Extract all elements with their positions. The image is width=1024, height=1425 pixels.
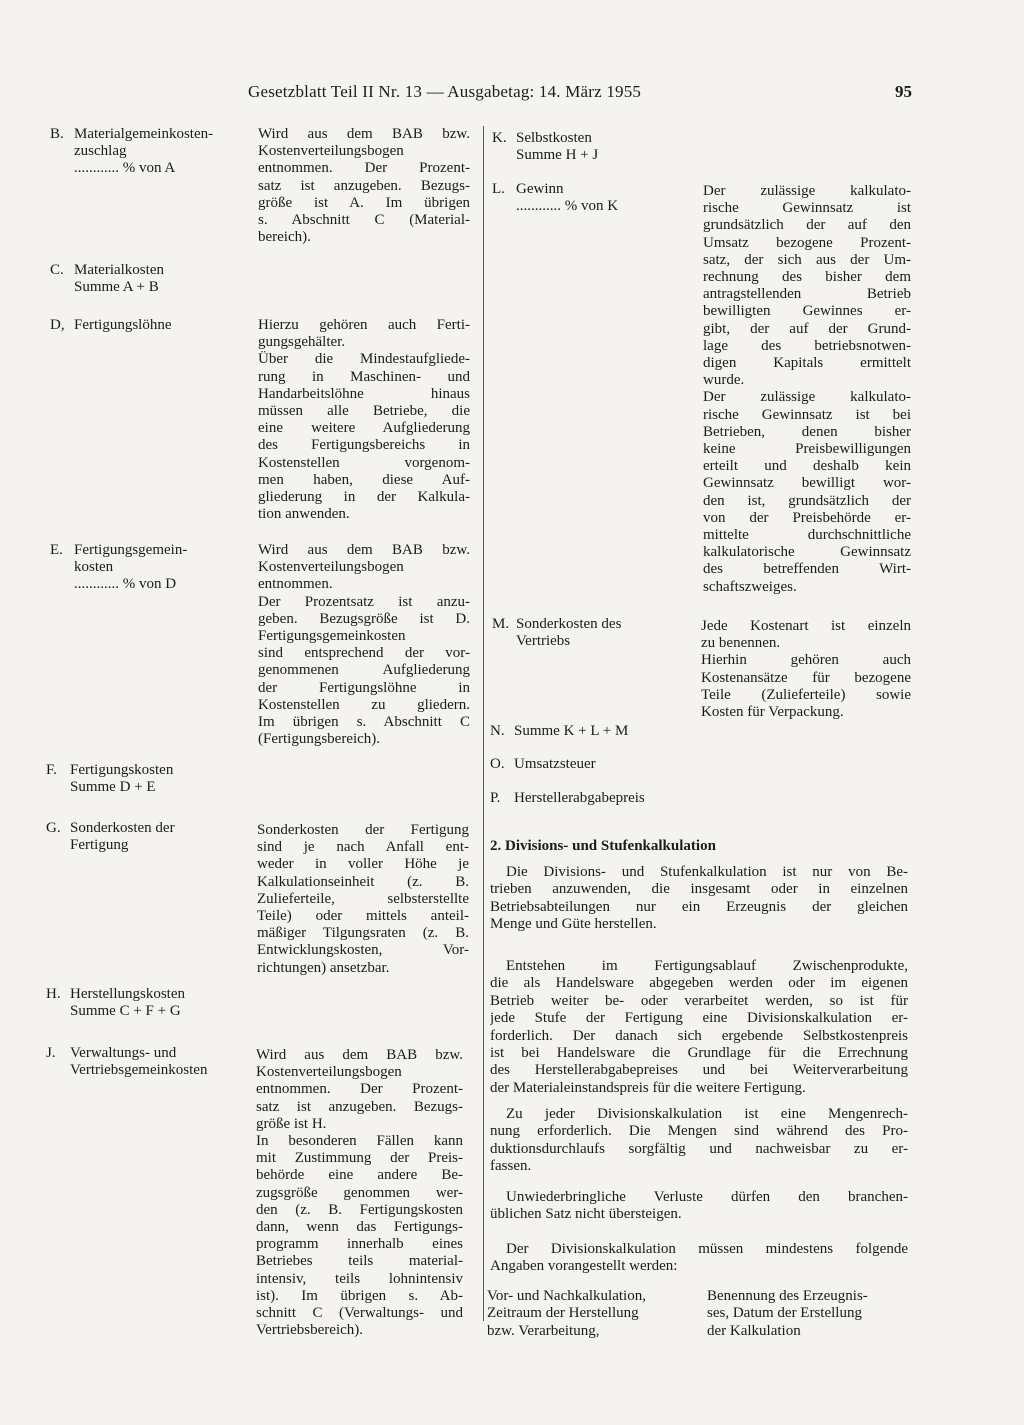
text-line: größe ist H.: [256, 1115, 327, 1132]
list-line: der Kalkulation: [707, 1322, 801, 1339]
text-line: rechnung des bisher dem: [703, 269, 911, 286]
text-line: mittelte durchschnittliche: [703, 527, 911, 544]
text-line: intensiv, teils lohnintensiv: [256, 1270, 463, 1287]
text-line: Im übrigen s. Abschnitt C: [258, 714, 470, 731]
label-line: Vertriebsgemeinkosten: [70, 1062, 208, 1079]
label-line: Fertigungsgemein-: [74, 542, 188, 558]
text-line: Sonderkosten der Fertigung: [257, 822, 469, 838]
entry-letter: K.: [492, 130, 507, 146]
text-line: wurde.: [703, 372, 745, 389]
entry-l-label: [492, 181, 692, 215]
text-line: rische Gewinnsatz ist bei: [703, 406, 911, 423]
text-line: der Fertigungslöhne in: [258, 679, 470, 696]
entry-p-label: [490, 790, 690, 807]
entry-b-text: [258, 126, 470, 246]
entry-k-label: [492, 130, 692, 164]
text-line: des Fertigungsbereichs in: [258, 437, 470, 454]
label-line: Umsatzsteuer: [514, 756, 596, 772]
entry-letter: D,: [50, 317, 65, 333]
text-line: mäßiger Tilgungsraten (z. B.: [257, 925, 469, 942]
entry-letter: F.: [46, 762, 57, 778]
text-line: den (z. B. Fertigungskosten: [256, 1201, 463, 1218]
header-title: Gesetzblatt Teil II Nr. 13 — Ausgabetag: 14. März 1955: [248, 82, 642, 101]
text-line: mit Zustimmung der Preis-: [256, 1150, 463, 1167]
paragraph-line: trieben anzuwenden, die insgesamt oder in einzelnen: [490, 881, 908, 898]
text-line: programm innerhalb eines: [256, 1236, 463, 1253]
text-line: lage des betriebsnotwen-: [703, 337, 911, 354]
text-line: gliederung in der Kalkula-: [258, 489, 470, 506]
label-line: Gewinn: [516, 181, 564, 197]
text-line: entnommen. Der Prozent-: [258, 160, 470, 177]
text-line: von der Preisbehörde er-: [703, 509, 911, 526]
text-line: größe ist A. Im übrigen: [258, 194, 470, 211]
text-line: Kostenverteilungsbogen: [258, 143, 404, 160]
text-line: (Fertigungsbereich).: [258, 731, 381, 748]
entry-d-label: [50, 317, 250, 334]
entry-letter: J.: [46, 1045, 56, 1061]
text-line: keine Preisbewilligungen: [703, 441, 911, 458]
paragraph-line: Angaben vorangestellt werden:: [490, 1258, 678, 1275]
text-line: digen Kapitals ermittelt: [703, 355, 911, 372]
text-line: genommenen Aufgliederung: [258, 662, 470, 679]
text-line: den ist, grundsätzlich der: [703, 492, 911, 509]
text-line: Wird aus dem BAB bzw.: [258, 542, 470, 558]
text-line: kalkulatorische Gewinnsatz: [703, 544, 911, 561]
text-line: geben. Bezugsgröße ist D.: [258, 610, 470, 627]
text-line: Hierhin gehören auch: [701, 652, 911, 669]
text-line: In besonderen Fällen kann: [256, 1133, 463, 1150]
entry-letter: N.: [490, 723, 505, 739]
entry-letter: G.: [46, 820, 61, 836]
text-line: Betriebes teils material-: [256, 1253, 463, 1270]
text-line: Kosten für Verpackung.: [701, 704, 844, 721]
paragraph-line: fassen.: [490, 1158, 532, 1175]
entry-c-label: [50, 262, 250, 296]
entry-letter: B.: [50, 126, 64, 142]
text-line: Vertriebsbereich).: [256, 1322, 364, 1339]
list-line: ses, Datum der Erstellung: [707, 1305, 862, 1322]
paragraph-line: des Herstellerabgabepreises und bei Weiterverarbeitung: [490, 1062, 908, 1079]
text-line: satz ist anzugeben. Bezugs-: [258, 177, 470, 194]
text-line: dann, wenn das Fertigungs-: [256, 1219, 463, 1236]
text-line: bewilligten Gewinnes er-: [703, 303, 911, 320]
text-line: sind entsprechend der vor-: [258, 645, 470, 662]
label-line: Summe H + J: [516, 147, 599, 164]
label-line: Herstellerabgabepreis: [514, 790, 645, 806]
label-line: Summe K + L + M: [514, 723, 629, 739]
label-line: Fertigungslöhne: [74, 317, 172, 333]
entry-f-label: [46, 762, 246, 796]
entry-e-text: [258, 542, 470, 748]
paragraph-line: Der Divisionskalkulation müssen mindestens folgende: [506, 1241, 908, 1257]
entry-j-text: [256, 1047, 463, 1339]
text-line: Der zulässige kalkulato-: [703, 389, 911, 406]
label-line: zuschlag: [74, 143, 127, 160]
entry-letter: O.: [490, 756, 505, 772]
text-line: Kostenverteilungsbogen: [256, 1064, 402, 1081]
text-line: erteilt und deshalb kein: [703, 458, 911, 475]
text-line: Der Prozentsatz ist anzu-: [258, 593, 470, 610]
text-line: richtungen) ansetzbar.: [257, 959, 390, 976]
label-line: Sonderkosten des: [516, 616, 622, 632]
text-line: Zulieferteile, selbsterstellte: [257, 890, 469, 907]
paragraph-line: Entstehen im Fertigungsablauf Zwischenprodukte,: [506, 958, 908, 974]
text-line: müssen alle Betriebe, die: [258, 403, 470, 420]
text-line: Kostenstellen vorgenom-: [258, 454, 470, 471]
paragraph-line: nung erforderlich. Die Mengen sind während des Pro-: [490, 1123, 908, 1140]
text-line: rung in Maschinen- und: [258, 368, 470, 385]
text-line: Kalkulationseinheit (z. B.: [257, 873, 469, 890]
paragraph-line: die als Handelsware abgegeben werden oder im eigenen: [490, 975, 908, 992]
paragraph-line: Betriebsabteilungen nur ein Erzeugnis der gleichen: [490, 898, 908, 915]
text-line: ist). Im übrigen s. Ab-: [256, 1287, 463, 1304]
entry-b-label: [50, 126, 250, 178]
entry-g-label: [46, 820, 246, 854]
list-right: [707, 1288, 907, 1340]
paragraph-line: forderlich. Der danach sich ergebende Selbstkostenpreis: [490, 1027, 908, 1044]
text-line: Entwicklungskosten, Vor-: [257, 942, 469, 959]
entry-m-label: [492, 616, 692, 650]
paragraph: [490, 958, 908, 1097]
text-line: eine weitere Aufgliederung: [258, 420, 470, 437]
text-line: sind je nach Anfall ent-: [257, 839, 469, 856]
text-line: Jede Kostenart ist einzeln: [701, 618, 911, 634]
entry-g-text: [257, 822, 469, 977]
label-line: Verwaltungs- und: [70, 1045, 177, 1061]
label-line: Selbstkosten: [516, 130, 592, 146]
paragraph-line: Unwiederbringliche Verluste dürfen den branchen-: [506, 1189, 908, 1205]
page-number: 95: [895, 82, 912, 101]
text-line: Über die Mindestaufgliede-: [258, 351, 470, 368]
text-line: antragstellenden Betrieb: [703, 286, 911, 303]
entry-letter: E.: [50, 542, 63, 558]
paragraph-line: Die Divisions- und Stufenkalkulation ist nur von Be-: [506, 864, 908, 880]
entry-o-label: [490, 756, 690, 773]
label-line: Fertigung: [70, 837, 129, 854]
label-line: Summe A + B: [74, 279, 159, 296]
entry-l-text: [703, 183, 911, 596]
label-line: Summe C + F + G: [70, 1003, 181, 1020]
entry-e-label: [50, 542, 250, 594]
label-line: Materialkosten: [74, 262, 164, 278]
list-line: bzw. Verarbeitung,: [487, 1322, 600, 1339]
text-line: rische Gewinnsatz ist: [703, 200, 911, 217]
text-line: zugsgröße genommen wer-: [256, 1184, 463, 1201]
text-line: weder in voller Höhe je: [257, 856, 469, 873]
paragraph-line: Menge und Güte herstellen.: [490, 916, 657, 933]
text-line: Hierzu gehören auch Ferti-: [258, 317, 470, 333]
text-line: bereich).: [258, 229, 311, 246]
text-line: behörde eine andere Be-: [256, 1167, 463, 1184]
text-line: Betrieben, denen bisher: [703, 423, 911, 440]
paragraph-line: ist bei Handelsware die Grundlage für die Errechnung: [490, 1045, 908, 1062]
entry-letter: M.: [492, 616, 510, 632]
entry-letter: P.: [490, 790, 501, 806]
entry-j-label: [46, 1045, 251, 1079]
label-line: Vertriebs: [516, 633, 571, 650]
label-line: ............ % von A: [74, 160, 176, 177]
paragraph: [490, 864, 908, 934]
text-line: s. Abschnitt C (Material-: [258, 212, 470, 229]
paragraph-line: üblichen Satz nicht übersteigen.: [490, 1206, 682, 1223]
paragraph-line: duktionsdurchlaufs sorgfältig und nachweisbar zu er-: [490, 1140, 908, 1157]
paragraph: [490, 1189, 908, 1224]
section-heading: 2. Divisions- und Stufenkalkulation: [490, 838, 716, 854]
text-line: schaftszweiges.: [703, 578, 797, 595]
label-line: Herstellungskosten: [70, 986, 185, 1002]
entry-letter: H.: [46, 986, 61, 1002]
label-line: Summe D + E: [70, 779, 156, 796]
text-line: men haben, diese Auf-: [258, 471, 470, 488]
text-line: satz, der sich aus der Um-: [703, 251, 911, 268]
entry-letter: C.: [50, 262, 64, 278]
text-line: Gewinnsatz bewilligt wor-: [703, 475, 911, 492]
text-line: Kostenverteilungsbogen: [258, 559, 404, 576]
paragraph-line: Betrieb weiter be- oder verarbeitet werden, so ist für: [490, 992, 908, 1009]
text-line: Wird aus dem BAB bzw.: [258, 126, 470, 142]
text-line: Kostenstellen zu gliedern.: [258, 696, 470, 713]
list-line: Zeitraum der Herstellung: [487, 1305, 639, 1322]
text-line: tion anwenden.: [258, 506, 350, 523]
text-line: Fertigungsgemeinkosten: [258, 628, 406, 645]
entry-d-text: [258, 317, 470, 523]
paragraph-line: Zu jeder Divisionskalkulation ist eine Mengenrech-: [506, 1106, 908, 1122]
text-line: Handarbeitslöhne hinaus: [258, 385, 470, 402]
text-line: Wird aus dem BAB bzw.: [256, 1047, 463, 1063]
text-line: entnommen. Der Prozent-: [256, 1081, 463, 1098]
label-line: Materialgemeinkosten-: [74, 126, 214, 142]
text-line: zu benennen.: [701, 635, 781, 652]
label-line: Fertigungskosten: [70, 762, 174, 778]
list-line: Benennung des Erzeugnis-: [707, 1288, 868, 1304]
paragraph: [490, 1106, 908, 1176]
text-line: gungsgehälter.: [258, 334, 346, 351]
paragraph: [490, 1241, 908, 1276]
text-line: des betreffenden Wirt-: [703, 561, 911, 578]
text-line: Teile (Zulieferteile) sowie: [701, 686, 911, 703]
entry-m-text: [701, 618, 911, 721]
text-line: Der zulässige kalkulato-: [703, 183, 911, 199]
label-line: kosten: [74, 559, 114, 576]
text-line: entnommen.: [258, 576, 333, 593]
entry-n-label: [490, 723, 690, 740]
label-line: ............ % von D: [74, 576, 177, 593]
paragraph-line: jede Stufe der Fertigung eine Divisionskalkulation er-: [490, 1010, 908, 1027]
text-line: Kostenansätze für bezogene: [701, 669, 911, 686]
text-line: satz ist anzugeben. Bezugs-: [256, 1098, 463, 1115]
label-line: Sonderkosten der: [70, 820, 175, 836]
text-line: Umsatz bezogene Prozent-: [703, 234, 911, 251]
entry-h-label: [46, 986, 246, 1020]
list-line: Vor- und Nachkalkulation,: [487, 1288, 646, 1304]
text-line: schnitt C (Verwaltungs- und: [256, 1305, 463, 1322]
paragraph-line: der Materialeinstandspreis für die weitere Fertigung.: [490, 1079, 806, 1096]
text-line: Teile) oder mittels anteil-: [257, 908, 469, 925]
column-divider: [483, 126, 484, 1321]
text-line: gibt, der auf der Grund-: [703, 320, 911, 337]
label-line: ............ % von K: [516, 198, 619, 215]
text-line: grundsätzlich der auf den: [703, 217, 911, 234]
list-left: [487, 1288, 697, 1340]
entry-letter: L.: [492, 181, 505, 197]
